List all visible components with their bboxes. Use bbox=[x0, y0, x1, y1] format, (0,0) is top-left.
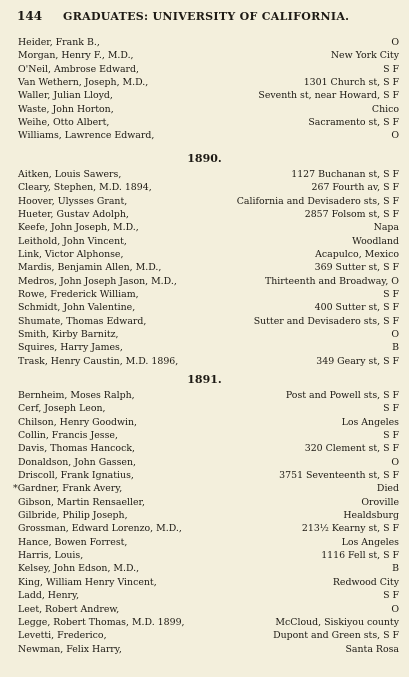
directory-entry bbox=[18, 129, 399, 142]
graduate-name: *Gardner, Frank Avery, bbox=[13, 483, 123, 495]
graduate-address: S F bbox=[383, 63, 399, 75]
graduate-address: 400 Sutter st, S F bbox=[314, 302, 399, 314]
graduate-address: Napa bbox=[373, 222, 399, 234]
graduate-address: O bbox=[391, 130, 399, 142]
entries-top-group bbox=[18, 36, 399, 143]
directory-entry bbox=[18, 301, 399, 314]
directory-entry bbox=[18, 522, 399, 535]
directory-entry bbox=[18, 496, 399, 509]
graduate-address: Died bbox=[376, 483, 399, 495]
directory-entry bbox=[18, 603, 399, 616]
directory-entry bbox=[18, 195, 399, 208]
graduate-name: Newman, Felix Harry, bbox=[18, 643, 122, 655]
graduate-name: Hueter, Gustav Adolph, bbox=[18, 209, 129, 221]
graduate-name: Gibson, Martin Rensaeller, bbox=[18, 496, 145, 508]
graduate-address: S F bbox=[383, 403, 399, 415]
graduate-name: Van Wethern, Joseph, M.D., bbox=[18, 77, 149, 89]
page-number: 144 bbox=[17, 9, 43, 23]
graduate-address: B bbox=[392, 342, 399, 354]
directory-entry bbox=[18, 589, 399, 602]
graduate-address: Los Angeles bbox=[341, 416, 399, 428]
graduate-address: Dupont and Green sts, S F bbox=[273, 630, 399, 642]
graduate-address: 320 Clement st, S F bbox=[304, 443, 399, 455]
graduate-name: Keefe, John Joseph, M.D., bbox=[18, 222, 139, 234]
graduate-name: Waller, Julian Lloyd, bbox=[18, 90, 113, 102]
graduate-address: Seventh st, near Howard, S F bbox=[258, 90, 399, 102]
graduate-address: 3751 Seventeenth st, S F bbox=[279, 470, 399, 482]
directory-entry bbox=[18, 509, 399, 522]
graduate-address: Healdsburg bbox=[343, 510, 399, 522]
graduate-name: Kelsey, John Edson, M.D., bbox=[18, 563, 140, 575]
graduate-name: Morgan, Henry F., M.D., bbox=[18, 50, 134, 62]
directory-entry bbox=[18, 629, 399, 642]
graduate-address: Oroville bbox=[361, 496, 399, 508]
graduate-name: Collin, Francis Jesse, bbox=[18, 430, 118, 442]
graduate-name: Waste, John Horton, bbox=[18, 103, 114, 115]
graduate-name: King, William Henry Vincent, bbox=[18, 576, 157, 588]
directory-entry bbox=[18, 576, 399, 589]
running-title: GRADUATES: UNIVERSITY OF CALIFORNIA. bbox=[63, 10, 350, 23]
graduate-name: Squires, Harry James, bbox=[18, 342, 123, 354]
graduate-address: O bbox=[391, 329, 399, 341]
graduate-name: Donaldson, John Gassen, bbox=[18, 456, 136, 468]
graduate-name: Chilson, Henry Goodwin, bbox=[18, 416, 138, 428]
graduate-name: Heider, Frank B., bbox=[18, 37, 100, 48]
graduate-address: Chico bbox=[371, 103, 399, 115]
graduate-name: Schmidt, John Valentine, bbox=[18, 302, 136, 314]
directory-entry bbox=[18, 315, 399, 328]
graduate-address: California and Devisadero sts, S F bbox=[236, 195, 399, 207]
graduate-name: Driscoll, Frank Ignatius, bbox=[18, 470, 134, 482]
directory-entry bbox=[18, 261, 399, 274]
graduate-name: Rowe, Frederick William, bbox=[18, 289, 139, 301]
directory-entry bbox=[18, 63, 399, 76]
directory-entry bbox=[18, 429, 399, 442]
graduate-address: 1301 Church st, S F bbox=[303, 77, 399, 89]
graduate-name: Legge, Robert Thomas, M.D. 1899, bbox=[18, 616, 185, 628]
directory-entry bbox=[18, 536, 399, 549]
graduate-name: O'Neil, Ambrose Edward, bbox=[18, 63, 140, 75]
directory-entry bbox=[18, 402, 399, 415]
graduate-name: Trask, Henry Caustin, M.D. 1896, bbox=[18, 355, 179, 367]
page-header bbox=[17, 9, 397, 25]
directory-entry bbox=[18, 416, 399, 429]
graduate-address: 2857 Folsom st, S F bbox=[304, 209, 399, 221]
graduate-name: Hoover, Ulysses Grant, bbox=[18, 195, 128, 207]
graduate-name: Levetti, Frederico, bbox=[18, 630, 107, 642]
graduate-name: Leet, Robert Andrew, bbox=[18, 603, 120, 615]
entries-1891 bbox=[13, 389, 399, 656]
graduate-name: Bernheim, Moses Ralph, bbox=[18, 390, 135, 401]
graduate-name: Grossman, Edward Lorenzo, M.D., bbox=[18, 523, 182, 535]
graduate-address: Sutter and Devisadero sts, S F bbox=[253, 315, 399, 327]
graduate-address: Thirteenth and Broadway, O bbox=[265, 275, 399, 287]
directory-entry bbox=[18, 76, 399, 89]
graduate-address: 267 Fourth av, S F bbox=[311, 182, 399, 194]
directory-entry bbox=[18, 116, 399, 129]
graduate-address: New York City bbox=[330, 50, 399, 62]
graduate-name: Aitken, Louis Sawers, bbox=[18, 169, 122, 180]
directory-entry bbox=[18, 389, 399, 402]
graduate-address: O bbox=[391, 37, 399, 48]
directory-entry bbox=[18, 643, 399, 656]
graduate-address: Woodland bbox=[352, 235, 399, 247]
directory-entry bbox=[18, 36, 399, 49]
graduate-address: B bbox=[392, 563, 399, 575]
directory-entry bbox=[18, 456, 399, 469]
year-heading-1891: 1891. bbox=[187, 373, 222, 386]
entries-1890 bbox=[18, 168, 399, 368]
graduate-name: Medros, John Joseph Jason, M.D., bbox=[18, 275, 177, 287]
graduate-name: Shumate, Thomas Edward, bbox=[18, 315, 147, 327]
graduate-name: Link, Victor Alphonse, bbox=[18, 249, 124, 261]
graduate-name: Hance, Bowen Forrest, bbox=[18, 536, 128, 548]
directory-entry bbox=[18, 562, 399, 575]
graduate-address: Santa Rosa bbox=[345, 643, 399, 655]
graduate-address: 1127 Buchanan st, S F bbox=[291, 169, 399, 180]
directory-entry bbox=[18, 616, 399, 629]
directory-entry bbox=[18, 328, 399, 341]
graduate-address: 1116 Fell st, S F bbox=[321, 550, 399, 562]
graduate-address: Sacramento st, S F bbox=[308, 117, 399, 129]
graduate-name: Mardis, Benjamin Allen, M.D., bbox=[18, 262, 162, 274]
graduate-address: 349 Geary st, S F bbox=[316, 355, 399, 367]
graduate-name: Harris, Louis, bbox=[18, 550, 84, 562]
directory-entry bbox=[18, 549, 399, 562]
directory-entry bbox=[18, 235, 399, 248]
directory-entry bbox=[18, 221, 399, 234]
graduate-name: Cerf, Joseph Leon, bbox=[18, 403, 106, 415]
graduate-address: Redwood City bbox=[332, 576, 399, 588]
graduate-name: Williams, Lawrence Edward, bbox=[18, 130, 155, 142]
graduate-name: Gilbride, Philip Joseph, bbox=[18, 510, 128, 522]
graduate-name: Davis, Thomas Hancock, bbox=[18, 443, 135, 455]
graduate-address: S F bbox=[383, 289, 399, 301]
graduate-address: Acapulco, Mexico bbox=[315, 249, 399, 261]
year-heading-1890: 1890. bbox=[187, 152, 222, 165]
directory-entry bbox=[18, 168, 399, 181]
directory-entry bbox=[18, 442, 399, 455]
graduate-address: O bbox=[391, 456, 399, 468]
graduate-address: Post and Powell sts, S F bbox=[285, 390, 399, 401]
graduate-name: Cleary, Stephen, M.D. 1894, bbox=[18, 182, 152, 194]
directory-entry bbox=[18, 341, 399, 354]
graduate-address: Los Angeles bbox=[341, 536, 399, 548]
directory-entry bbox=[18, 248, 399, 261]
graduate-address: S F bbox=[383, 430, 399, 442]
directory-entry bbox=[18, 275, 399, 288]
graduate-name: Leithold, John Vincent, bbox=[18, 235, 127, 247]
graduate-address: 213½ Kearny st, S F bbox=[301, 523, 399, 535]
directory-entry bbox=[18, 181, 399, 194]
graduate-name: Weihe, Otto Albert, bbox=[18, 117, 110, 129]
directory-entry bbox=[18, 89, 399, 102]
graduate-address: 369 Sutter st, S F bbox=[314, 262, 399, 274]
graduate-name: Ladd, Henry, bbox=[18, 590, 80, 602]
directory-entry bbox=[18, 208, 399, 221]
directory-entry bbox=[18, 49, 399, 62]
directory-entry bbox=[18, 103, 399, 116]
directory-entry bbox=[18, 355, 399, 368]
graduate-address: O bbox=[391, 603, 399, 615]
graduate-address: S F bbox=[383, 590, 399, 602]
graduate-address: McCloud, Siskiyou county bbox=[275, 616, 399, 628]
directory-entry bbox=[18, 469, 399, 482]
directory-entry bbox=[18, 288, 399, 301]
graduate-name: Smith, Kirby Barnitz, bbox=[18, 329, 119, 341]
directory-entry bbox=[13, 482, 399, 495]
